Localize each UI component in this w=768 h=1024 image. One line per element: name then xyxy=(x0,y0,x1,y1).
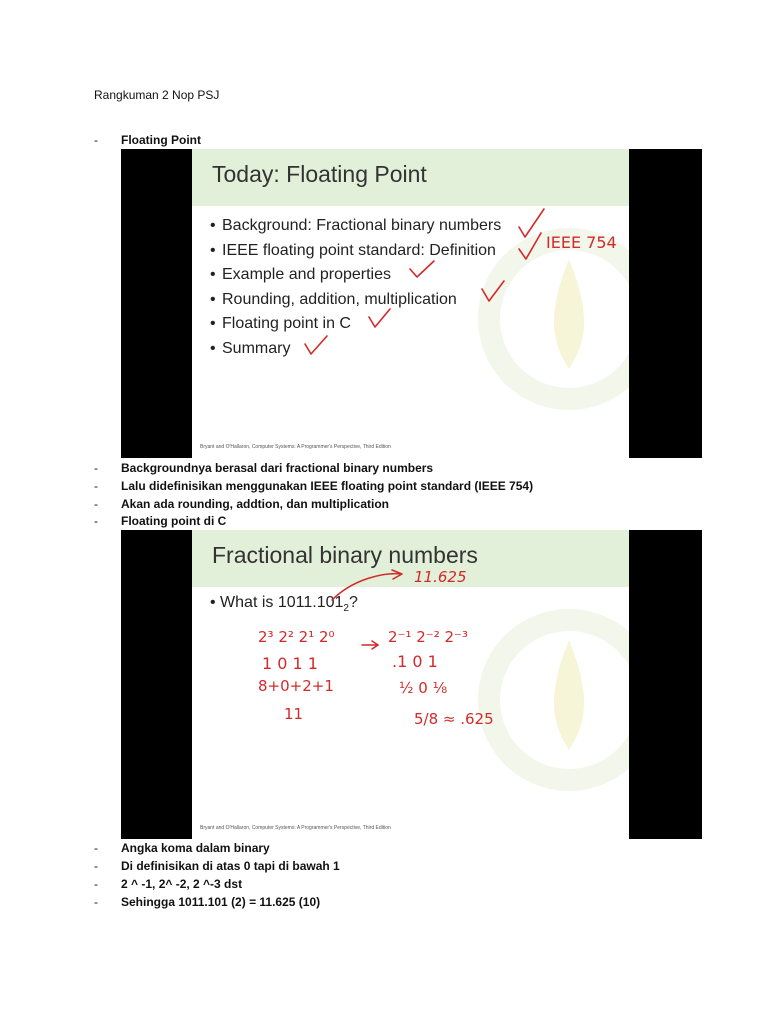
checkmark-icon xyxy=(482,281,504,301)
handwritten-bits: 1 0 1 1 xyxy=(262,654,318,673)
bullet-text: Di definisikan di atas 0 tapi di bawah 1 xyxy=(121,859,340,873)
slide-image-2 xyxy=(121,530,702,839)
bullet-item: - Lalu didefinisikan menggunakan IEEE floating point standard (IEEE 754) xyxy=(94,479,534,493)
handwritten-approx: 5/8 ≈ .625 xyxy=(414,710,494,728)
handwritten-powers: 2³ 2² 2¹ 2⁰ xyxy=(258,628,335,646)
checkmark-icon xyxy=(519,233,541,259)
outline-item: • Background: Fractional binary numbers xyxy=(210,217,502,234)
document-title: Rangkuman 2 Nop PSJ xyxy=(94,88,220,102)
bullet-item: - Sehingga 1011.101 (2) = 11.625 (10) xyxy=(94,895,321,909)
handwritten-checkmarks xyxy=(192,149,629,458)
bullet-text: Angka koma dalam binary xyxy=(121,841,270,855)
bullet-item: - Akan ada rounding, addtion, dan multiplication xyxy=(94,497,390,511)
slide-credit: Bryant and O'Hallaron, Computer Systems: A Programmer's Perspective, Third Edition xyxy=(200,825,391,831)
slide-question: • What is $1011.101_2$? xyxy=(210,594,358,615)
checkmark-icon xyxy=(410,261,434,277)
bullet-item: - 2 ^ -1, 2^ -2, 2 ^-3 dst xyxy=(94,877,243,891)
outline-item: • IEEE floating point standard: Definition xyxy=(210,241,496,259)
handwritten-sum: 8+0+2+1 xyxy=(258,677,334,695)
handwritten-annotation: IEEE 754 xyxy=(546,233,617,252)
bullet-text: Lalu didefinisikan menggunakan IEEE floating point standard (IEEE 754) xyxy=(121,479,534,493)
slide-image-1 xyxy=(121,149,702,458)
bullet-text: 2 ^ -1, 2^ -2, 2 ^-3 dst xyxy=(121,877,243,891)
slide-title: Fractional binary numbers xyxy=(212,542,478,568)
bullet-item: - Angka koma dalam binary xyxy=(94,841,270,855)
handwritten-result: 11.625 xyxy=(414,568,467,586)
bullet-item: - Di definisikan di atas 0 tapi di bawah 1 xyxy=(94,859,340,873)
bullet-text: Akan ada rounding, addtion, dan multiplication xyxy=(121,497,390,511)
slide-title: Today: Floating Point xyxy=(212,161,427,187)
bullet-item: - Floating point di C xyxy=(94,514,227,528)
slide-credit: Bryant and O'Hallaron, Computer Systems: A Programmer's Perspective, Third Edition xyxy=(200,444,391,450)
checkmark-icon xyxy=(369,309,390,327)
handwritten-fractions: ½ 0 ⅛ xyxy=(399,679,448,697)
outline-item: • Summary xyxy=(210,339,291,357)
outline-item: • Floating point in C xyxy=(210,315,351,332)
handwritten-frac-bits: .1 0 1 xyxy=(392,652,438,671)
bullet-text: Floating Point xyxy=(121,133,201,147)
handwritten-total: 11 xyxy=(284,705,304,723)
checkmark-icon xyxy=(305,336,327,354)
handwritten-neg-powers: 2⁻¹ 2⁻² 2⁻³ xyxy=(388,628,468,646)
bullet-text: Backgroundnya berasal dari fractional binary numbers xyxy=(121,461,434,475)
bullet-item: - Floating Point xyxy=(94,133,201,147)
outline-item: • Example and properties xyxy=(210,266,391,283)
bullet-text: Sehingga 1011.101 (2) = 11.625 (10) xyxy=(121,895,321,909)
bullet-text: Floating point di C xyxy=(121,514,227,528)
bullet-item: - Backgroundnya berasal dari fractional binary numbers xyxy=(94,461,434,475)
outline-item: • Rounding, addition, multiplication xyxy=(210,290,457,308)
